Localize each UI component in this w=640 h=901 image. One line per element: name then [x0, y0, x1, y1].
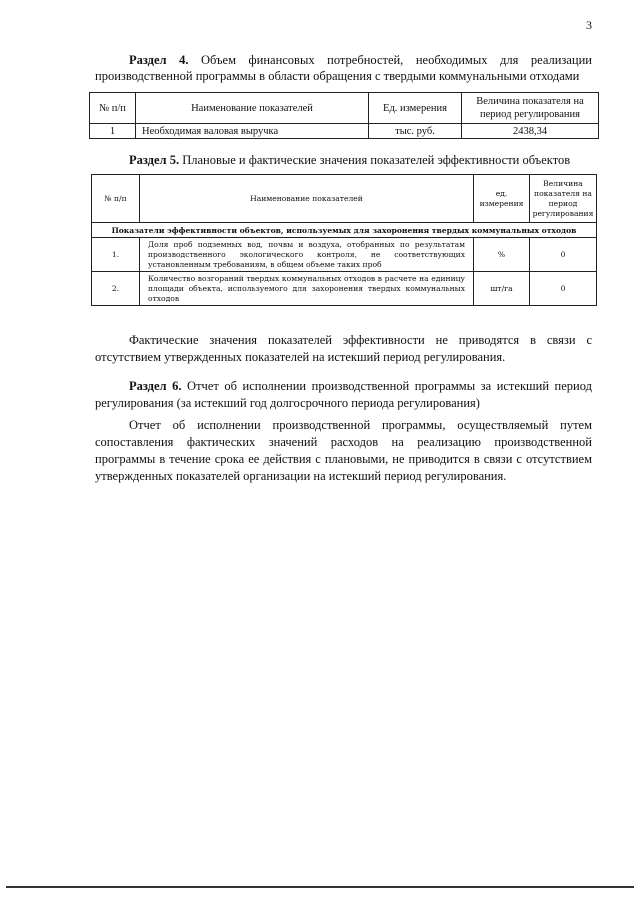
section-4-title: Объем финансовых потребностей, необходимых для реализации производственной программы в области обращения с твердыми коммунальными отходами — [95, 53, 592, 83]
table-cell: 2438,34 — [462, 124, 599, 139]
table-cell: 1. — [92, 238, 140, 272]
table-cell: 1 — [90, 124, 136, 139]
table-cell: Необходимая валовая выручка — [136, 124, 369, 139]
section-4-label: Раздел 4. — [129, 53, 189, 67]
bottom-rule — [6, 886, 634, 888]
column-header: ед. измерения — [474, 175, 530, 223]
table-cell: 2. — [92, 272, 140, 306]
page-number: 3 — [586, 18, 592, 32]
table-cell: тыс. руб. — [369, 124, 462, 139]
financial-needs-table — [89, 92, 599, 139]
table-header-row — [90, 93, 599, 124]
table-row — [92, 272, 597, 306]
column-header: Ед. измерения — [369, 93, 462, 124]
table-cell: 0 — [530, 238, 597, 272]
report-paragraph: Отчет об исполнении производственной программы, осуществляемый путем сопоставления фактических значений расходов на реализацию производственной программы в течение срока ее действия с плановыми, не приводится в связи с отсутствием утвержденных показателей организации на истекший период регулирования. — [95, 418, 592, 483]
section-5-heading — [95, 152, 592, 168]
table-cell: Доля проб подземных вод, почвы и воздуха, отобранных по результатам производственного экологического контроля, не соответствующих установленным требованиям, в общем объеме таких проб — [140, 238, 474, 272]
table-section-caption-row — [92, 223, 597, 238]
column-header: Наименование показателей — [140, 175, 474, 223]
column-header: Наименование показателей — [136, 93, 369, 124]
section-5-label: Раздел 5. — [129, 153, 180, 167]
table-header-row — [92, 175, 597, 223]
column-header: № п/п — [92, 175, 140, 223]
section-4-heading — [95, 52, 592, 84]
section-5-title: Плановые и фактические значения показателей эффективности объектов — [182, 153, 571, 167]
column-header: № п/п — [90, 93, 136, 124]
table-cell: Количество возгораний твердых коммунальных отходов в расчете на единицу площади объекта, используемого для захоронения твердых коммунальных отходов — [140, 272, 474, 306]
table-cell: шт/га — [474, 272, 530, 306]
column-header: Величина показателя на период регулирования — [462, 93, 599, 124]
table-row — [92, 238, 597, 272]
section-6-label: Раздел 6. — [129, 379, 182, 393]
table-section-caption: Показатели эффективности объектов, используемых для захоронения твердых коммунальных отходов — [92, 223, 597, 238]
table-cell: 0 — [530, 272, 597, 306]
section-6-heading — [95, 378, 592, 412]
column-header: Величина показателя на период регулирования — [530, 175, 597, 223]
section-6-title: Отчет об исполнении производственной программы за истекший период регулирования (за истекший год долгосрочного периода регулирования) — [95, 379, 592, 410]
efficiency-indicators-table — [91, 174, 597, 306]
efficiency-note-paragraph: Фактические значения показателей эффективности не приводятся в связи с отсутствием утвержденных показателей на истекший период регулирования. — [95, 333, 592, 364]
table-row — [90, 124, 599, 139]
table-cell: % — [474, 238, 530, 272]
